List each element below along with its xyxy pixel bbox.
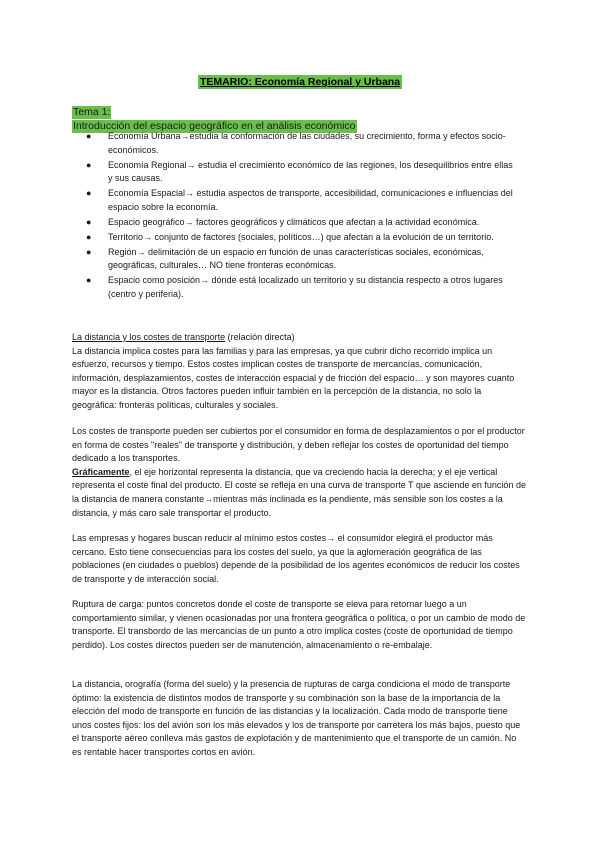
bullet-icon: ● — [86, 275, 92, 286]
section-heading — [72, 331, 528, 345]
paragraph-block — [72, 678, 528, 760]
list-item-text: Territorio→ conjunto de factores (sociales, políticos…) que afectan a la evolución de un territorio. — [108, 231, 494, 242]
list-item-text: Región→ delimitación de un espacio en función de unas características sociales, económicas, geográficas, culturales… NO tiene fronteras económicas. — [108, 246, 484, 271]
section-heading-note: (relación directa) — [225, 332, 295, 342]
bullet-icon: ● — [86, 131, 92, 141]
bullet-icon: ● — [86, 246, 92, 257]
section-distance — [72, 331, 528, 413]
bullet-icon: ● — [86, 159, 92, 170]
list-item-text: Economía Espacial→ estudia aspectos de transporte, accesibilidad, comunicaciones e influencias del espacio sobre la economía. — [108, 188, 513, 212]
bullet-icon: ● — [86, 188, 92, 199]
list-item — [86, 159, 516, 186]
title-block — [0, 72, 600, 90]
paragraph: La distancia implica costes para las familias y para las empresas, ya que cubrir dicho recorrido implica un esfuerzo, recursos y tiempo. Estos costes implican costes de transporte de mercancías, comunicación, información, desplazamientos, costes de interacción espacial y de fricción del espacio… y son mayores cuanto mayor es la distancia. Otros factores pueden influir también en la percepción de la distancia, no solo la geográfica: fronteras políticas, culturales y sociales. — [72, 345, 515, 410]
graphic-label: Gráficamente — [72, 466, 130, 477]
document-title: TEMARIO: Economía Regional y Urbana — [199, 76, 401, 88]
bullet-icon: ● — [86, 216, 92, 227]
list-item — [86, 216, 516, 230]
paragraph-block — [72, 532, 528, 586]
list-item — [86, 246, 516, 273]
list-item-text: Espacio geográfico→ factores geográficos y climáticos que afectan a la actividad económica. — [108, 216, 480, 227]
list-item-text: Economía Regional→ estudia el crecimiento económico de las regiones, los desequilibrios entre ellas y sus causas. — [108, 159, 513, 184]
paragraph-graphic — [72, 466, 528, 520]
paragraph-text: , el eje horizontal representa la distancia, que va creciendo hacia la derecha; y el eje vertical representa el coste final del producto. El coste se refleja en una curva de transporte T que asciende en función de la distancia de manera constante→mientras más inclinada es la pendiente, más sensible son los costes a la distancia, y más caro sale transportar el producto. — [72, 466, 526, 518]
bullet-icon: ● — [86, 231, 92, 242]
list-item-text: Economía Urbana→estudia la conformación de las ciudades, su crecimiento, forma y efectos socio-económicos. — [108, 131, 506, 155]
list-item-text: Espacio como posición→ dónde está localizado un territorio y su distancia respecto a otros lugares (centro y periferia). — [108, 275, 503, 299]
paragraph: Ruptura de carga: puntos concretos donde el coste de transporte se eleva para retornar luego a un comportamiento similar, y vienen ocasionadas por una frontera geográfica o política, o por un cambio de modo de transporte. El transbordo de las mercancías de un punto a otro implica costes (coste de oportunidad de tiempo perdido). Los costes directos pueden ser de manutención, almacenamiento o re-embalaje. — [72, 599, 526, 650]
paragraph-block — [72, 425, 528, 520]
paragraph-block — [72, 598, 528, 652]
paragraph: Las empresas y hogares buscan reducir al mínimo estos costes→ el consumidor elegirá el productor más cercano. Esto tiene consecuencias para los costes del suelo, ya que la aglomeración geográfica de las poblaciones (en ciudades o pueblos) depende de la posibilidad de los agentes económicos de reducir los costes de transporte y de interacción social. — [72, 533, 520, 584]
list-item — [86, 187, 516, 214]
paragraph: Los costes de transporte pueden ser cubiertos por el consumidor en forma de desplazamientos o por el productor en forma de costes "reales" de transporte y distribución, y deben reflejar los costes de oportunidad del tiempo dedicado a los transportes. — [72, 426, 525, 464]
list-item — [86, 274, 516, 301]
list-item — [86, 231, 516, 245]
tema-label: Tema 1: — [73, 106, 111, 118]
list-item — [86, 130, 516, 157]
section-heading-text: La distancia y los costes de transporte — [72, 332, 226, 342]
definition-list — [86, 130, 516, 303]
paragraph: La distancia, orografía (forma del suelo) y la presencia de rupturas de carga condiciona el modo de transporte óptimo: la existencia de distintos modos de transporte y su combinación son la base de la importancia de la elección del modo de transporte en función de las distancias y la localización. Cada modo de transporte tiene unos costes fijos: los del avión son los más elevados y los de transporte por carretera los más bajos, puesto que el transporte aéreo conlleva más gastos de explotación y de mantenimiento que el transporte de un camión. No es rentable hacer transportes cortos en avión. — [72, 679, 521, 757]
intro-label: Introducción del espacio geográfico en el análisis económico — [73, 120, 356, 132]
